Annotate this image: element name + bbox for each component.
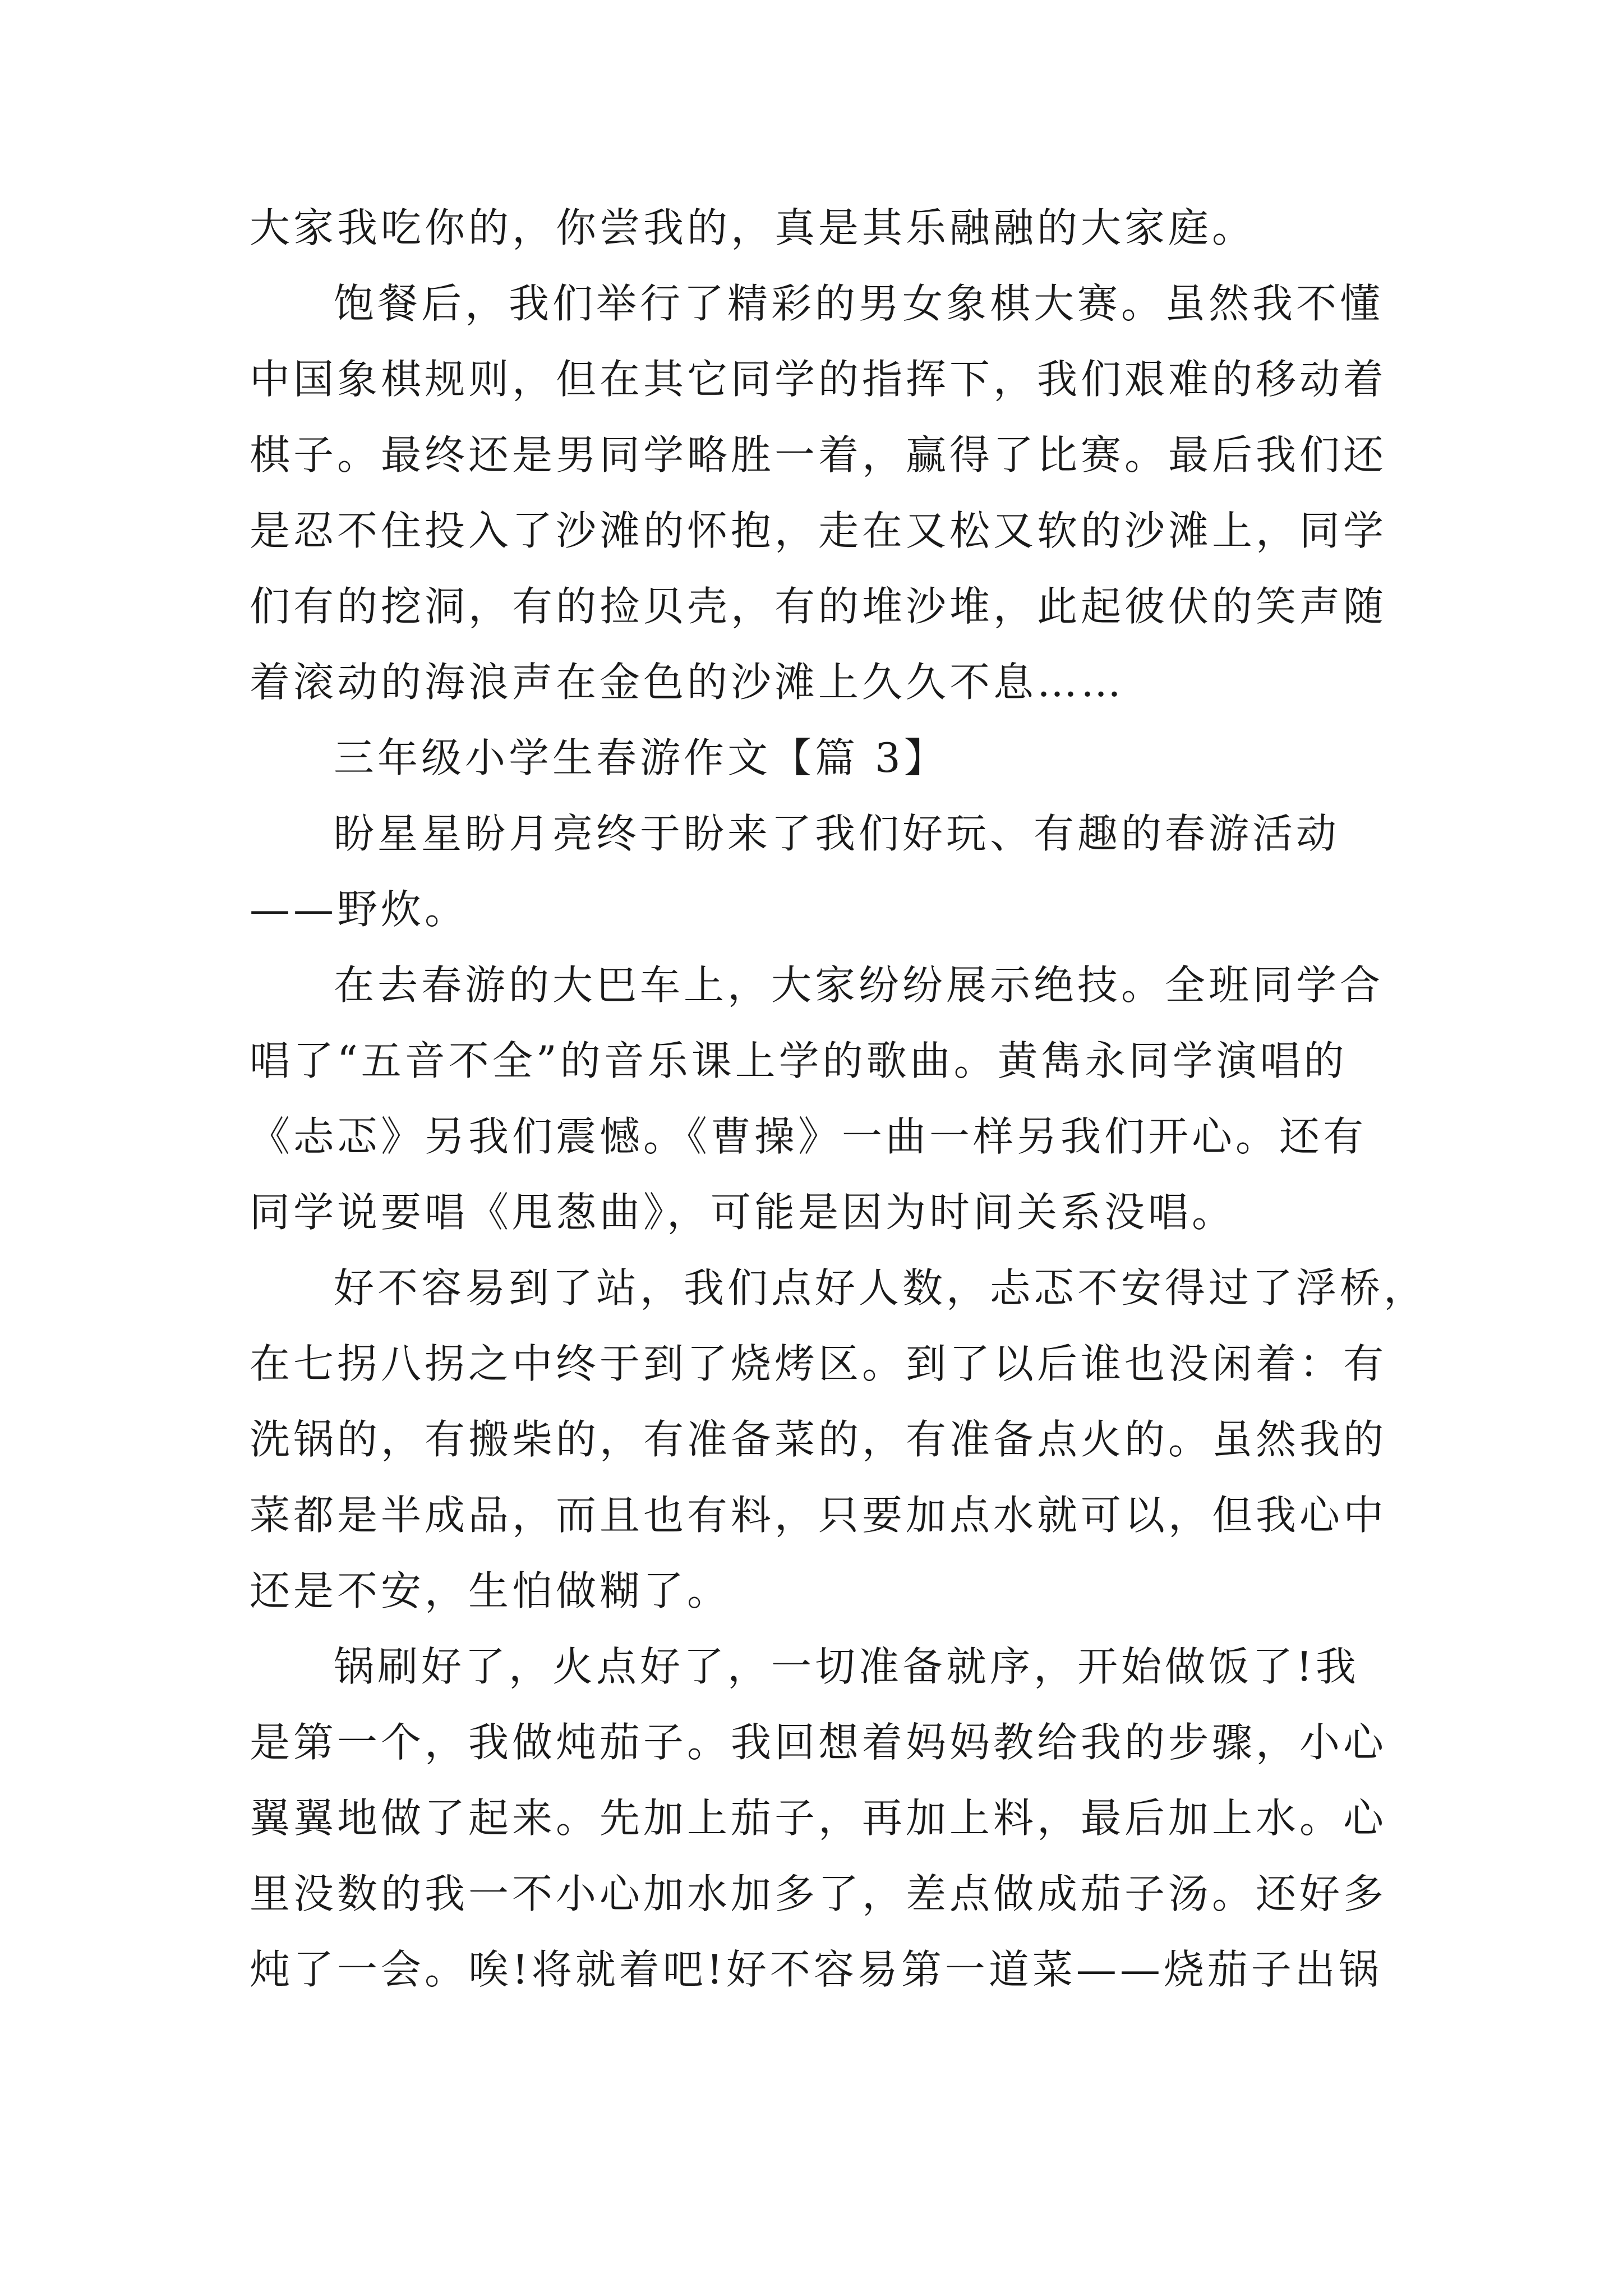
text-line-5: 是忍不住投入了沙滩的怀抱，走在又松又软的沙滩上，同学: [250, 507, 1387, 554]
text-line-2: 饱餐后，我们举行了精彩的男女象棋大赛。虽然我不懂: [334, 280, 1384, 327]
text-line-10: ——野炊。: [250, 886, 469, 933]
text-line-18: 菜都是半成品，而且也有料，只要加点水就可以，但我心中: [250, 1492, 1387, 1539]
text-line-11: 在去春游的大巴车上，大家纷纷展示绝技。全班同学合: [334, 961, 1384, 1009]
text-line-1: 大家我吃你的，你尝我的，真是其乐融融的大家庭。: [250, 204, 1256, 251]
text-line-15: 好不容易到了站，我们点好人数，忐忑不安得过了浮桥，: [334, 1264, 1428, 1312]
text-line-4: 棋子。最终还是男同学略胜一着，赢得了比赛。最后我们还: [250, 431, 1387, 478]
text-line-23: 里没数的我一不小心加水加多了，差点做成茄子汤。还好多: [250, 1870, 1387, 1917]
text-line-19: 还是不安，生怕做糊了。: [250, 1567, 731, 1614]
text-line-13: 《忐忑》另我们震憾。《曹操》一曲一样另我们开心。还有: [250, 1113, 1367, 1160]
section-heading: 三年级小学生春游作文【篇 3】: [334, 734, 948, 781]
text-line-7: 着滚动的海浪声在金色的沙滩上久久不息……: [250, 659, 1125, 706]
text-line-16: 在七拐八拐之中终于到了烧烤区。到了以后谁也没闲着：有: [250, 1340, 1387, 1387]
text-line-20: 锅刷好了，火点好了，一切准备就序，开始做饭了!我: [334, 1643, 1359, 1690]
text-line-9: 盼星星盼月亮终于盼来了我们好玩、有趣的春游活动: [334, 810, 1340, 857]
text-line-21: 是第一个，我做炖茄子。我回想着妈妈教给我的步骤，小心: [250, 1719, 1387, 1766]
text-line-24: 炖了一会。唉!将就着吧!好不容易第一道菜——烧茄子出锅: [250, 1946, 1382, 1993]
text-line-6: 们有的挖洞，有的捡贝壳，有的堆沙堆，此起彼伏的笑声随: [250, 583, 1387, 630]
text-line-3: 中国象棋规则，但在其它同学的指挥下，我们艰难的移动着: [250, 356, 1387, 403]
text-line-12: 唱了“五音不全”的音乐课上学的歌曲。黄雋永同学演唱的: [250, 1037, 1348, 1084]
text-line-14: 同学说要唱《甩葱曲》，可能是因为时间关系没唱。: [250, 1189, 1236, 1236]
text-line-22: 翼翼地做了起来。先加上茄子，再加上料，最后加上水。心: [250, 1795, 1387, 1842]
text-line-17: 洗锅的，有搬柴的，有准备菜的，有准备点火的。虽然我的: [250, 1416, 1387, 1463]
